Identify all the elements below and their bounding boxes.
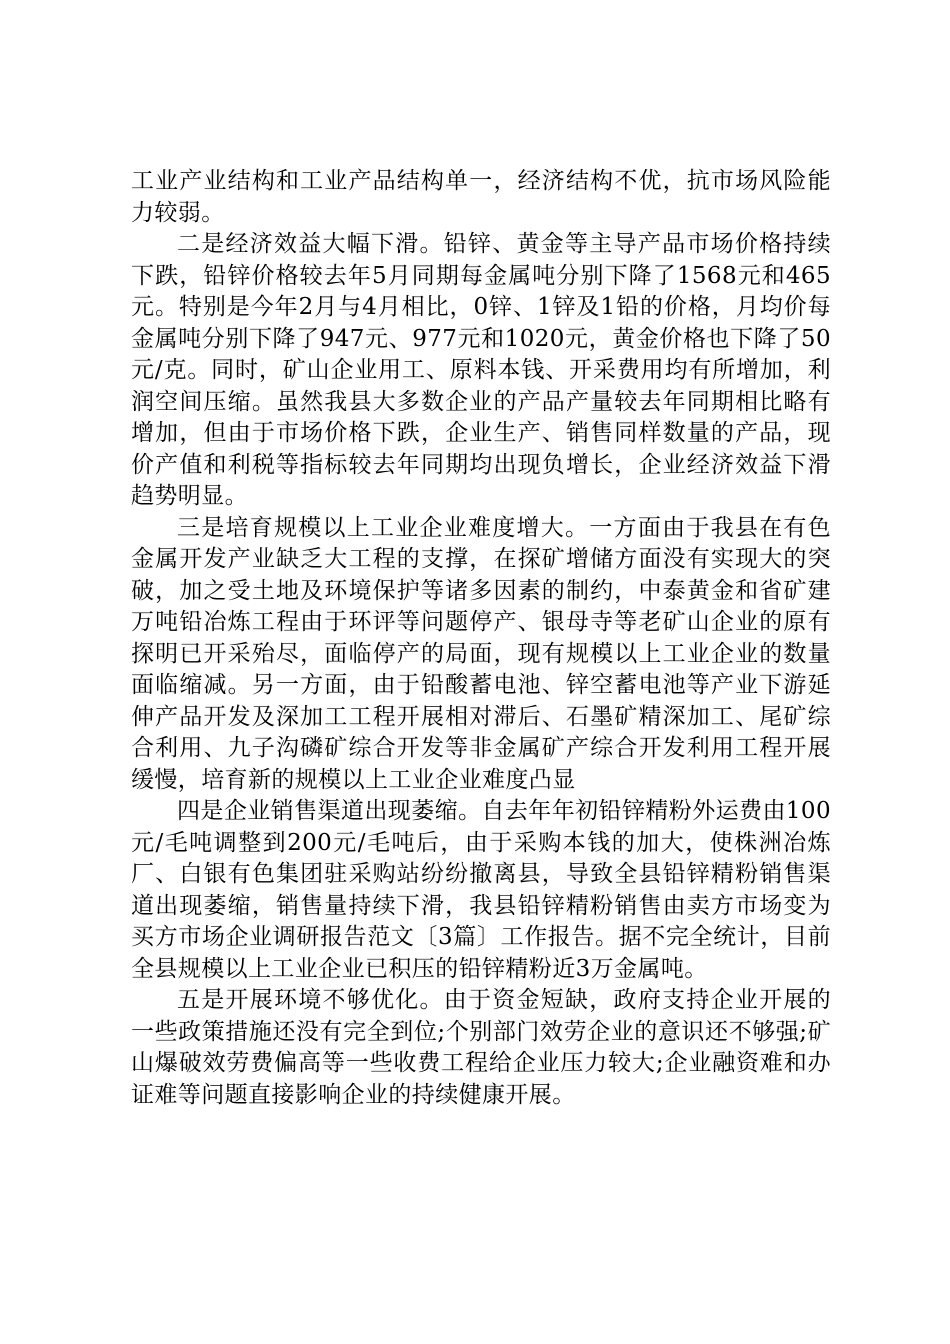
document-body [131, 166, 831, 1111]
paragraph-enterprise-cultivation: 三是培育规模以上工业企业难度增大。一方面由于我县在有色金属开发产业缺乏大工程的支撑，在探矿增储方面没有实现大的突破，加之受土地及环境保护等诸多因素的制约，中泰黄金和省矿建万吨铅冶炼工程由于环评等问题停产、银母寺等老矿山企业的原有探明已开采殆尽，面临停产的局面，现有规模以上工业企业的数量面临缩减。另一方面，由于铅酸蓄电池、锌空蓄电池等产业下游延伸产品开发及深加工工程开展相对滞后、石墨矿精深加工、尾矿综合利用、九子沟磷矿综合开发等非金属矿产综合开发利用工程开展缓慢，培育新的规模以上工业企业难度凸显 [131, 514, 831, 793]
paragraph-environment: 五是开展环境不够优化。由于资金短缺，政府支持企业开展的一些政策措施还没有完全到位;个别部门效劳企业的意识还不够强;矿山爆破效劳费偏高等一些收费工程给企业压力较大;企业融资难和办证难等问题直接影响企业的持续健康开展。 [131, 987, 831, 1108]
paragraph-economic-benefit: 二是经济效益大幅下滑。铅锌、黄金等主导产品市场价格持续下跌，铅锌价格较去年5月同期每金属吨分别下降了1568元和465元。特别是今年2月与4月相比，0锌、1锌及1铅的价格，月均价每金属吨分别下降了947元、977元和1020元，黄金价格也下降了50元/克。同时，矿山企业用工、原料本钱、开采费用均有所增加，利润空间压缩。虽然我县大多数企业的产品产量较去年同期相比略有增加，但由于市场价格下跌，企业生产、销售同样数量的产品，现价产值和利税等指标较去年同期均出现负增长，企业经济效益下滑趋势明显。 [131, 231, 831, 509]
paragraph-continuation: 工业产业结构和工业产品结构单一，经济结构不优，抗市场风险能力较弱。 [131, 168, 831, 226]
paragraph-sales-channel: 四是企业销售渠道出现萎缩。自去年年初铅锌精粉外运费由100元/毛吨调整到200元/毛吨后，由于采购本钱的加大，使株洲冶炼厂、白银有色集团驻采购站纷纷撤离县，导致全县铅锌精粉销售渠道出现萎缩，销售量持续下滑，我县铅锌精粉销售由卖方市场变为买方市场企业调研报告范文〔3篇〕工作报告。据不完全统计，目前全县规模以上工业企业已积压的铅锌精粉近3万金属吨。 [131, 798, 831, 982]
